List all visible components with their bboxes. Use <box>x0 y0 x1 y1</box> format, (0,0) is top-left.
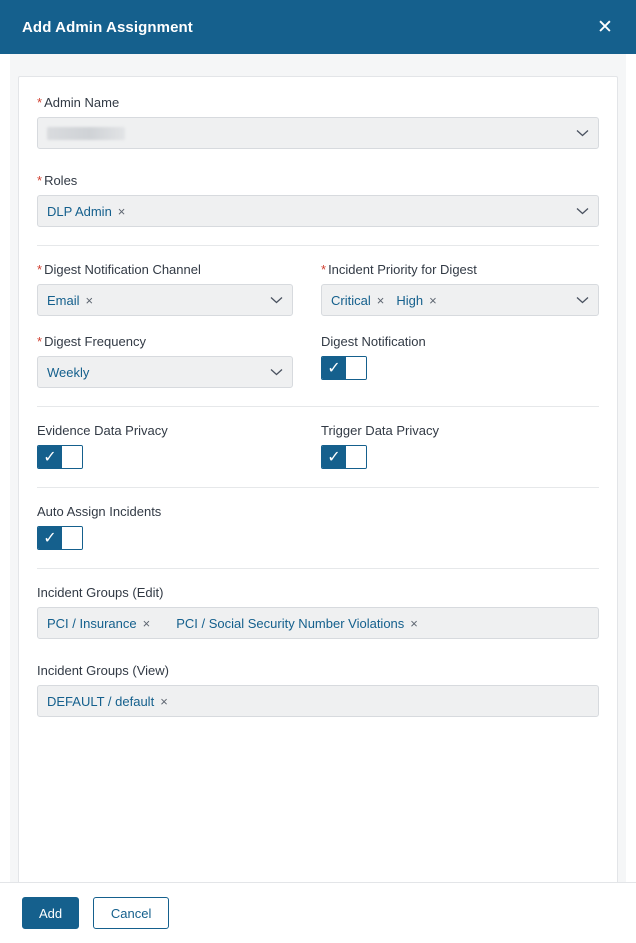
chevron-down-icon <box>576 285 589 315</box>
incident-priority-select[interactable] <box>321 284 599 316</box>
row-digest-frequency-notification <box>37 334 599 388</box>
required-marker: * <box>37 95 43 110</box>
field-evidence-data-privacy <box>37 423 293 469</box>
digest-frequency-select[interactable] <box>37 356 293 388</box>
tag-role: DLP Admin × <box>47 203 126 219</box>
remove-tag-icon[interactable]: × <box>142 615 151 631</box>
auto-assign-incidents-label: Auto Assign Incidents <box>37 504 162 519</box>
required-marker: * <box>37 173 43 188</box>
trigger-data-privacy-toggle[interactable] <box>321 445 367 469</box>
dialog-body <box>0 54 636 882</box>
field-trigger-data-privacy <box>321 423 599 469</box>
roles-select[interactable] <box>37 195 599 227</box>
chevron-down-icon <box>576 196 589 226</box>
remove-tag-icon[interactable]: × <box>429 292 437 308</box>
toggle-knob <box>346 357 366 379</box>
required-marker: * <box>321 262 327 277</box>
check-icon: ✓ <box>322 446 346 468</box>
dialog-footer <box>0 882 636 943</box>
required-marker: * <box>37 334 43 349</box>
field-incident-groups-view <box>37 663 599 717</box>
digest-frequency-label: * Digest Frequency <box>37 334 146 349</box>
add-button[interactable]: Add <box>22 897 79 929</box>
field-digest-frequency <box>37 334 293 388</box>
field-incident-groups-edit <box>37 585 599 639</box>
dialog-titlebar <box>0 0 636 54</box>
tag-incident-group-edit: PCI / Social Security Number Violations × <box>176 615 418 631</box>
chevron-down-icon <box>576 118 589 148</box>
remove-tag-icon[interactable]: × <box>117 203 126 219</box>
digest-notification-toggle-wrap <box>321 356 599 380</box>
evidence-data-privacy-label: Evidence Data Privacy <box>37 423 168 438</box>
digest-channel-label: * Digest Notification Channel <box>37 262 201 277</box>
evidence-toggle-wrap <box>37 445 293 469</box>
cancel-button[interactable]: Cancel <box>93 897 169 929</box>
check-icon: ✓ <box>38 527 62 549</box>
field-digest-notification-channel <box>37 262 293 316</box>
close-icon[interactable]: ✕ <box>592 14 618 40</box>
divider <box>37 406 599 407</box>
auto-assign-toggle-wrap <box>37 526 599 550</box>
trigger-toggle-wrap <box>321 445 599 469</box>
form-card <box>18 76 618 882</box>
remove-tag-icon[interactable]: × <box>85 292 94 308</box>
remove-tag-icon[interactable]: × <box>160 693 168 709</box>
toggle-knob <box>346 446 366 468</box>
incident-priority-label: * Incident Priority for Digest <box>321 262 477 277</box>
digest-frequency-value: Weekly <box>47 364 90 380</box>
admin-name-value-redacted <box>47 127 125 140</box>
digest-channel-select[interactable] <box>37 284 293 316</box>
admin-name-label: * Admin Name <box>37 95 120 110</box>
evidence-data-privacy-toggle[interactable] <box>37 445 83 469</box>
divider <box>37 487 599 488</box>
tag-incident-group-edit: PCI / Insurance × <box>47 615 151 631</box>
tag-priority-critical: Critical × <box>331 292 385 308</box>
tag-priority-high: High × <box>396 292 437 308</box>
divider <box>37 245 599 246</box>
auto-assign-incidents-toggle[interactable] <box>37 526 83 550</box>
left-gutter <box>0 54 10 882</box>
field-incident-priority-for-digest <box>321 262 599 316</box>
divider <box>37 568 599 569</box>
field-auto-assign-incidents <box>37 504 599 550</box>
digest-notification-label: Digest Notification <box>321 334 426 349</box>
chevron-down-icon <box>270 357 283 387</box>
required-marker: * <box>37 262 43 277</box>
dialog-title: Add Admin Assignment <box>22 18 193 36</box>
incident-groups-view-label: Incident Groups (View) <box>37 663 169 678</box>
incident-groups-edit-label: Incident Groups (Edit) <box>37 585 164 600</box>
incident-groups-edit-box[interactable] <box>37 607 599 639</box>
tag-incident-group-view: DEFAULT / default × <box>47 693 168 709</box>
toggle-knob <box>62 527 82 549</box>
row-data-privacy <box>37 423 599 469</box>
field-roles <box>37 173 599 227</box>
remove-tag-icon[interactable]: × <box>376 292 385 308</box>
right-gutter <box>626 54 636 882</box>
trigger-data-privacy-label: Trigger Data Privacy <box>321 423 439 438</box>
toggle-knob <box>62 446 82 468</box>
roles-label: * Roles <box>37 173 78 188</box>
remove-tag-icon[interactable]: × <box>410 615 418 631</box>
chevron-down-icon <box>270 285 283 315</box>
check-icon: ✓ <box>38 446 62 468</box>
field-admin-name <box>37 95 599 149</box>
incident-groups-view-box[interactable] <box>37 685 599 717</box>
row-digest-channel-priority <box>37 262 599 316</box>
tag-channel: Email × <box>47 292 94 308</box>
admin-name-select[interactable] <box>37 117 599 149</box>
check-icon: ✓ <box>322 357 346 379</box>
field-digest-notification <box>321 334 599 388</box>
digest-notification-toggle[interactable] <box>321 356 367 380</box>
